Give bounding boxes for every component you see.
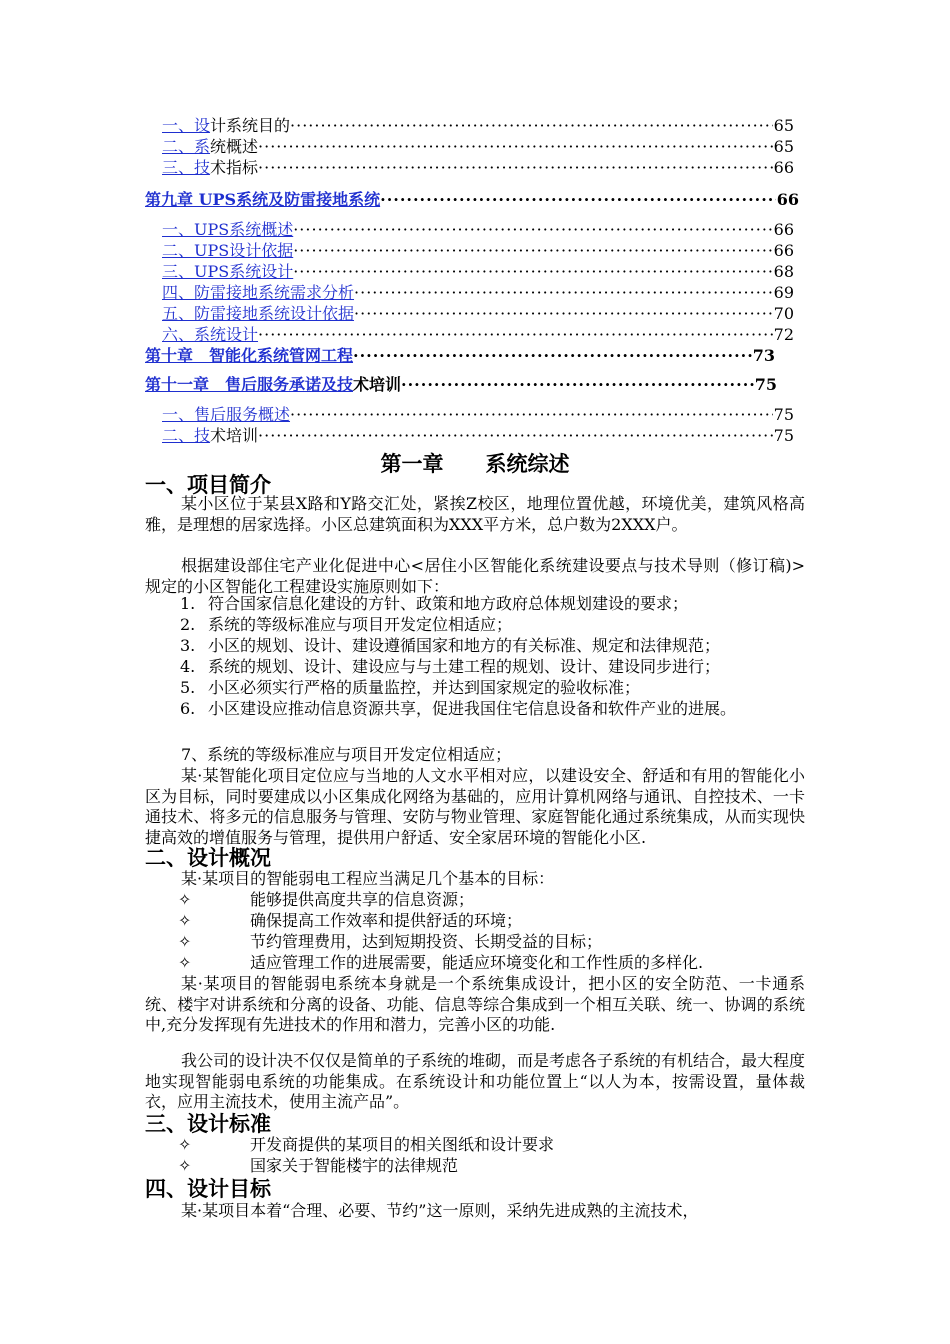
toc-link[interactable]: 二、系 — [162, 137, 211, 156]
toc-page-number: 66 — [776, 190, 799, 209]
list-number: 1. — [180, 594, 196, 613]
toc-leader — [293, 241, 772, 261]
toc-chapter-link[interactable]: 第十章 智能化系统管网工程 — [145, 346, 354, 365]
list-item — [180, 657, 805, 678]
diamond-bullet-icon: ✧ — [178, 1156, 192, 1175]
section-heading: 三、设计标准 — [145, 1112, 271, 1136]
list-number: 5. — [180, 678, 196, 697]
toc-leader — [353, 346, 752, 366]
list-text: 小区建设应推动信息资源共享，促进我国住宅信息设备和软件产业的进展。 — [208, 699, 737, 718]
bullet-item — [178, 931, 602, 952]
toc-leader — [293, 262, 772, 282]
toc-page-number: 65 — [773, 116, 794, 135]
paragraph: 某·某项目本着“合理、必要、节约”这一原则，采纳先进成熟的主流技术， — [181, 1201, 699, 1220]
list-item — [180, 615, 805, 636]
toc-leader — [258, 426, 773, 446]
diamond-bullet-icon: ✧ — [178, 1135, 192, 1154]
toc-row[interactable] — [162, 262, 794, 282]
list-number: 6. — [180, 699, 196, 718]
toc-page-number: 68 — [773, 262, 794, 281]
toc-link[interactable]: 二、UPS设计依据 — [162, 241, 294, 260]
bullet-text: 适应管理工作的进展需要，能适应环境变化和工作性质的多样化. — [250, 953, 704, 972]
diamond-bullet-icon: ✧ — [178, 911, 192, 930]
toc-text: 术培训 — [353, 375, 402, 394]
toc-row[interactable] — [162, 241, 794, 261]
toc-page-number: 73 — [752, 346, 775, 365]
bullet-item — [178, 952, 703, 973]
bullet-text: 开发商提供的某项目的相关图纸和设计要求 — [250, 1135, 555, 1154]
diamond-bullet-icon: ✧ — [178, 953, 192, 972]
toc-row[interactable] — [162, 283, 794, 303]
bullet-text: 确保提高工作效率和提供舒适的环境； — [250, 911, 523, 930]
paragraph: 某小区位于某县X路和Y路交汇处，紧挨Z校区，地理位置优越，环境优美，建筑风格高雅，是理想的居家选择。小区总建筑面积为XXX平方米，总户数为2XXX户。 — [145, 494, 805, 534]
toc-chapter-link[interactable]: 第十一章 售后服务承诺及技 — [145, 375, 354, 394]
list-item — [180, 636, 805, 657]
list-item — [180, 699, 805, 720]
toc-link[interactable]: 六、系统设计 — [162, 325, 259, 344]
list-text: 系统的等级标准应与项目开发定位相适应； — [208, 615, 513, 634]
toc-link[interactable]: 一、设 — [162, 116, 211, 135]
bullet-item — [178, 889, 474, 910]
toc-leader — [293, 220, 772, 240]
toc-leader — [354, 304, 773, 324]
toc-page-number: 70 — [773, 304, 794, 323]
toc-leader — [290, 405, 773, 425]
list-number: 3. — [180, 636, 196, 655]
toc-leader — [290, 116, 773, 136]
list-item — [180, 594, 805, 615]
toc-link[interactable]: 三、技 — [162, 158, 211, 177]
toc-row[interactable] — [162, 220, 794, 240]
toc-text: 统概述 — [210, 137, 259, 156]
toc-leader — [258, 325, 773, 345]
toc-leader — [354, 283, 773, 303]
toc-text: 计系统目的 — [210, 116, 291, 135]
bullet-text: 能够提供高度共享的信息资源； — [250, 890, 475, 909]
toc-row[interactable] — [162, 325, 794, 345]
paragraph: 某·某项目的智能弱电工程应当满足几个基本的目标： — [181, 869, 555, 888]
bullet-text: 节约管理费用，达到短期投资、长期受益的目标； — [250, 932, 603, 951]
list-text: 符合国家信息化建设的方针、政策和地方政府总体规划建设的要求； — [208, 594, 689, 613]
section-heading: 一、项目简介 — [145, 473, 271, 497]
chapter-title: 第一章 系统综述 — [380, 452, 570, 476]
list-number: 4. — [180, 657, 196, 676]
toc-row[interactable] — [162, 137, 794, 157]
toc-page-number: 72 — [773, 325, 794, 344]
bullet-item — [178, 1155, 458, 1176]
toc-link[interactable]: 二、技 — [162, 426, 211, 445]
paragraph: 我公司的设计决不仅仅是简单的子系统的堆砌，而是考虑各子系统的有机结合，最大程度地实现智能弱电系统的功能集成。在系统设计和功能位置上“以人为本，按需设置，量体裁衣，应用主流技术，使用主流产品”。 — [145, 1051, 806, 1111]
section-heading: 四、设计目标 — [145, 1177, 271, 1201]
bullet-item — [178, 910, 522, 931]
toc-page-number: 75 — [773, 426, 794, 445]
list-text: 小区的规划、设计、建设遵循国家和地方的有关标准、规定和法律规范； — [208, 636, 721, 655]
toc-page-number: 65 — [773, 137, 794, 156]
toc-link[interactable]: 四、防雷接地系统需求分析 — [162, 283, 355, 302]
toc-page-number: 75 — [754, 375, 777, 394]
toc-chapter-row[interactable] — [145, 375, 777, 395]
bullet-item — [178, 1134, 554, 1155]
paragraph: 根据建设部住宅产业化促进中心<居住小区智能化系统建设要点与技术导则（修订稿)>规定的小区智能化工程建设实施原则如下： — [145, 556, 805, 596]
diamond-bullet-icon: ✧ — [178, 932, 192, 951]
list-text: 系统的规划、设计、建设应与与土建工程的规划、设计、建设同步进行； — [208, 657, 721, 676]
toc-row[interactable] — [162, 426, 794, 446]
list-item — [180, 678, 805, 699]
toc-leader — [380, 190, 776, 210]
toc-leader — [401, 375, 754, 395]
toc-text: 术指标 — [210, 158, 259, 177]
toc-page-number: 75 — [773, 405, 794, 424]
list-number: 2. — [180, 615, 196, 634]
toc-link[interactable]: 三、UPS系统设计 — [162, 262, 294, 281]
toc-page-number: 66 — [773, 220, 794, 239]
toc-row[interactable] — [162, 405, 794, 425]
toc-page-number: 66 — [773, 158, 794, 177]
toc-text: 术培训 — [210, 426, 259, 445]
section-heading: 二、设计概况 — [145, 846, 271, 870]
toc-leader — [258, 137, 773, 157]
toc-page-number: 66 — [773, 241, 794, 260]
toc-chapter-row[interactable] — [145, 190, 799, 210]
paragraph: 7、系统的等级标准应与项目开发定位相适应； — [181, 745, 512, 764]
toc-chapter-link[interactable]: 第九章 UPS系统及防雷接地系统 — [145, 190, 381, 209]
diamond-bullet-icon: ✧ — [178, 890, 192, 909]
toc-leader — [258, 158, 773, 178]
toc-row[interactable] — [162, 304, 794, 324]
toc-link[interactable]: 一、UPS系统概述 — [162, 220, 294, 239]
toc-row[interactable] — [162, 158, 794, 178]
toc-link[interactable]: 一、售后服务概述 — [162, 405, 291, 424]
toc-chapter-row[interactable] — [145, 346, 775, 366]
toc-row[interactable] — [162, 116, 794, 136]
bullet-text: 国家关于智能楼宇的法律规范 — [250, 1156, 459, 1175]
toc-page-number: 69 — [773, 283, 794, 302]
paragraph: 某·某项目的智能弱电系统本身就是一个系统集成设计，把小区的安全防范、一卡通系统、楼宇对讲系统和分离的设备、功能、信息等综合集成到一个相互关联、统一、协调的系统中,充分发挥现有先进技术的作用和潜力，完善小区的功能. — [145, 974, 805, 1034]
paragraph: 某·某智能化项目定位应与当地的人文水平相对应，以建设安全、舒适和有用的智能化小区为目标，同时要建成以小区集成化网络为基础的，应用计算机网络与通讯、自控技术、一卡通技术、将多元的信息服务与管理、安防与物业管理、家庭智能化通过系统集成，从而实现快捷高效的增值服务与管理，提供用户舒适、安全家居环境的智能化小区. — [145, 766, 805, 847]
toc-link[interactable]: 五、防雷接地系统设计依据 — [162, 304, 355, 323]
list-text: 小区必须实行严格的质量监控，并达到国家规定的验收标准； — [208, 678, 641, 697]
